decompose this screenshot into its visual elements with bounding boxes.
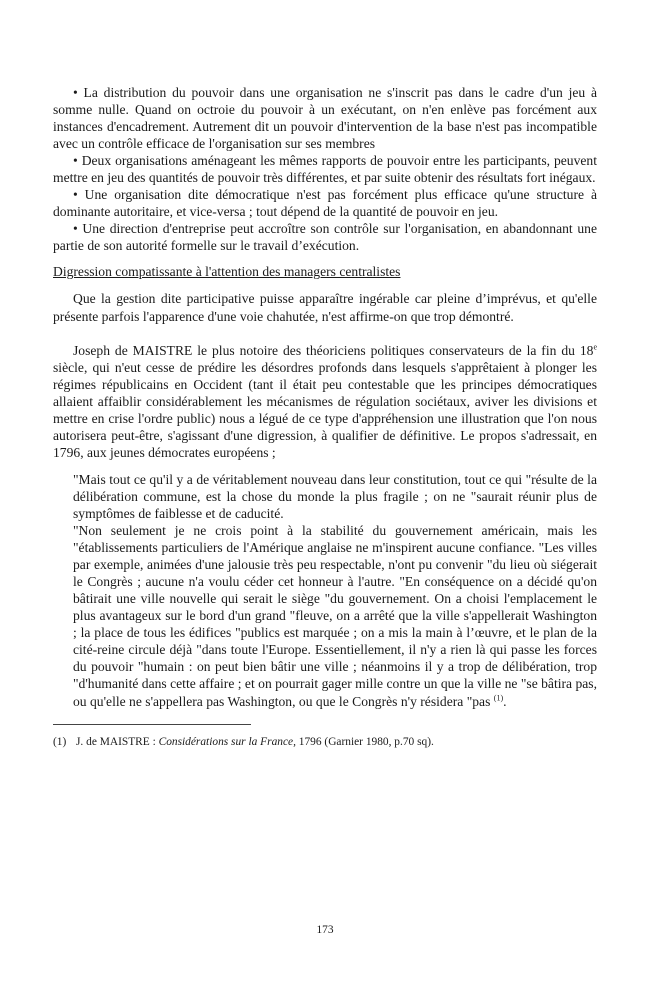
bullet-4: • Une direction d'entreprise peut accroître son contrôle sur l'organisation, en abandonnant une partie de son autorité formelle sur le travail d’exécution. xyxy=(53,221,597,254)
footnote-number: (1) xyxy=(53,735,67,748)
quote-paragraph-2 xyxy=(73,522,597,710)
paragraph-maistre-text-start: Joseph de MAISTRE le plus notoire des théoriciens politiques conservateurs de la fin du 18 xyxy=(73,342,594,358)
paragraph-maistre xyxy=(53,342,597,461)
footnote-text xyxy=(76,735,434,749)
paragraph-participative: Que la gestion dite participative puisse apparaître ingérable car pleine d’imprévus, et qu'elle présente parfois l'apparence d'une voie chahutée, n'est affirme-on que trop démontré. xyxy=(53,291,597,324)
quote-paragraph-2-text: "Non seulement je ne crois point à la stabilité du gouvernement américain, mais les "établissements particuliers de l'Amérique anglaise ne m'inspirent aucune confiance. "Les villes par exemple, animées d'une jalousie très peu respectable, n'ont pu convenir "du lieu où siégerait le Congrès ; aucune n'a voulu céder cet honneur à l'autre. "En conséquence on a décidé qu'on bâtirait une ville nouvelle qui serait le siège "du gouvernement. On a choisi l'emplacement le plus avantageux sur le bord d'un grand "fleuve, on a arrêté que la ville s'appellerait Washington ; la place de tous les édifices "publics est marquée ; on a mis la main à l’œuvre, et le plan de la cité-reine circule déjà "dans toute l'Europe. Essentiellement, il n'y a rien là qui passe les forces du pouvoir "humain : on peut bien bâtir une ville ; néanmoins il y a trop de délibération, trop "d'humanité dans cette affaire ; et on pourrait gager mille contre un que la ville ne "se bâtira pas, ou qu'elle ne s'appellera pas Washington, ou que le Congrès n'y résidera "pas xyxy=(73,523,597,709)
quote-paragraph-1: "Mais tout ce qu'il y a de véritablement nouveau dans leur constitution, tout ce qui "résulte de la délibération commune, est la chose du monde la plus fragile ; on ne "saurait réunir plus de symptômes de faiblesse et de caducité. xyxy=(73,471,597,521)
footnote-separator xyxy=(53,724,251,725)
section-heading: Digression compatissante à l'attention des managers centralistes xyxy=(53,264,401,280)
footnote-reference: (1) xyxy=(493,692,504,702)
century-superscript: e xyxy=(593,342,597,352)
page-body xyxy=(53,84,597,749)
footnote xyxy=(53,735,597,749)
bullet-3: • Une organisation dite démocratique n'est pas forcément plus efficace qu'une structure à dominante autoritaire, et vice-versa ; tout dépend de la quantité de pouvoir en jeu. xyxy=(53,187,597,220)
footnote-author: J. de MAISTRE : xyxy=(76,735,159,748)
quote-end-punctuation: . xyxy=(503,693,507,709)
bullet-2: • Deux organisations aménageant les mêmes rapports de pouvoir entre les participants, peuvent mettre en jeu des quantités de pouvoir très différentes, et par suite obtenir des résultats fort inégaux. xyxy=(53,153,597,186)
footnote-details: 1796 (Garnier 1980, p.70 sq). xyxy=(295,735,434,748)
paragraph-maistre-text-end: siècle, qui n'eut cesse de prédire les désordres profonds dans lesquels s'apprêtaient à plonger les régimes républicains en Occident (tant il était peu contestable que les principes démocratiques allaient affaiblir considérablement les mécanismes de régulation sociétaux, aviver les divisions et mettre en crise l'ordre public) nous a légué de ce type d'appréhension une illustration que l'on nous autorisera peut-être, s'agissant d'une digression, à qualifier de définitive. Le propos s'adressait, en 1796, aux jeunes démocrates européens ; xyxy=(53,359,597,460)
bullet-1: • La distribution du pouvoir dans une organisation ne s'inscrit pas dans le cadre d'un jeu à somme nulle. Quand on octroie du pouvoir à un exécutant, on n'en enlève pas forcément aux instances d'encadrement. Autrement dit un pouvoir d'intervention de la base n'est pas incompatible avec un contrôle efficace de l'organisation sur ses membres xyxy=(53,85,597,152)
footnote-title: Considérations sur la France, xyxy=(158,735,296,748)
quotation-block xyxy=(73,471,597,710)
page-number: 173 xyxy=(316,924,334,936)
